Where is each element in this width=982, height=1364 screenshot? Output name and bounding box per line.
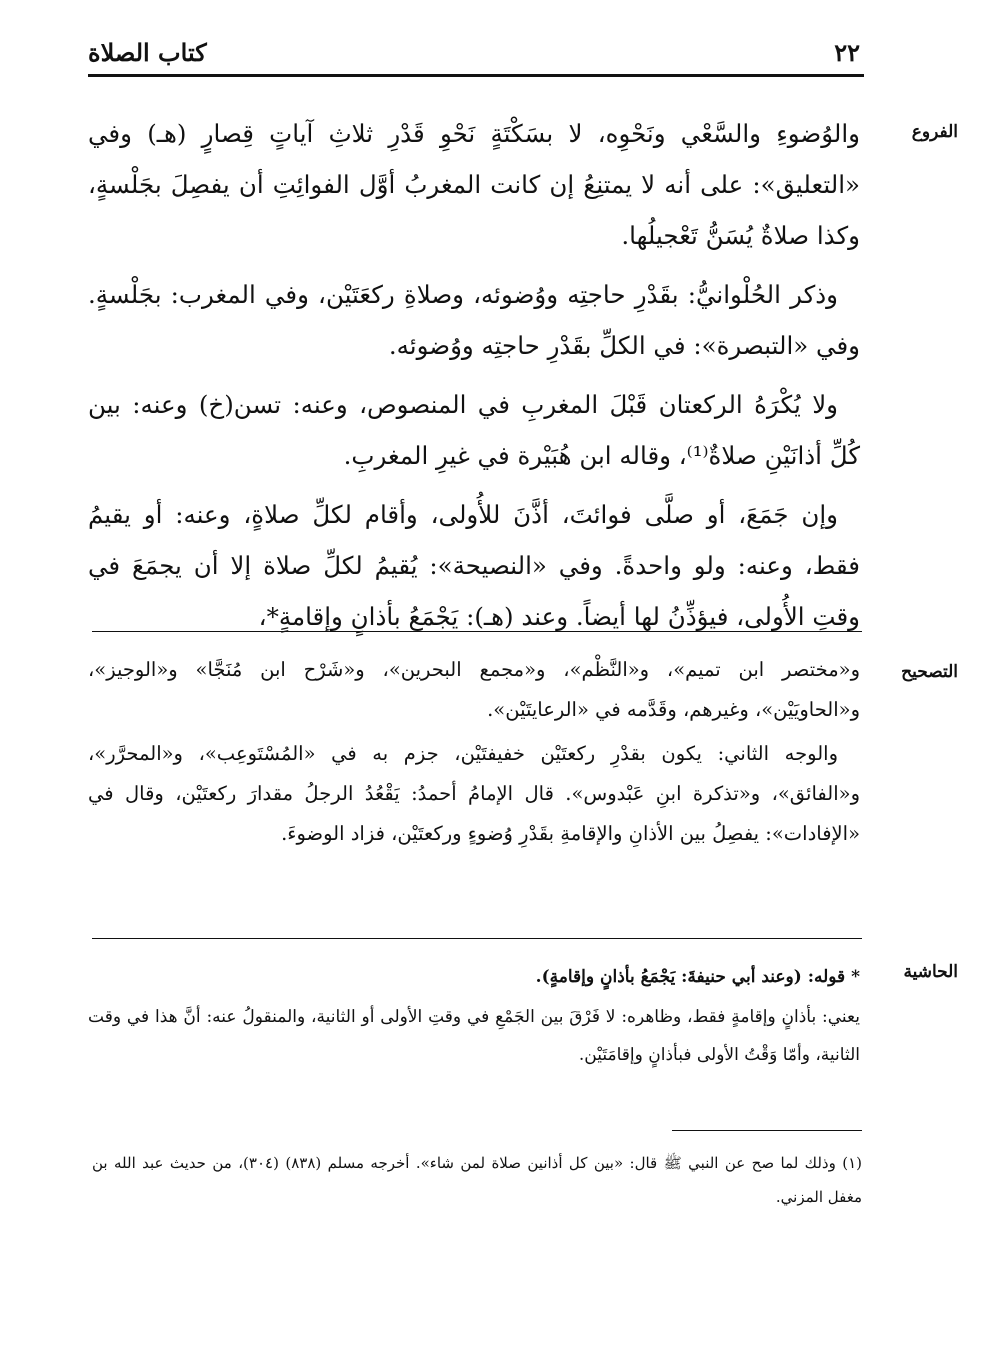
tashih-paragraph: والوجه الثاني: يكون بقدْرِ ركعتَيْن خفيفتَيْن، جزم به في «المُسْتَوعِب»، و«المحرَّر»، و«الفائق»، و«تذكرة ابنِ عَبْدوس». قال الإمامُ أحمدُ: يَقْعُدُ الرجلُ مقدارَ ركعتَيْن، وقال في «الإفادات»: يفصِلُ بين الأذانِ والإقامةِ بقَدْرِ وُضوءٍ وركعتَيْن، فزاد الوضوءَ.	[88, 742, 860, 845]
running-title: كتاب الصلاة	[88, 38, 207, 67]
hashiya-paragraph: يعني: بأذانٍ وإقامةٍ فقط، وظاهره: لا فَرْقَ بين الجَمْعِ في وقتِ الأولى أو الثانية، والمنقولُ عنه: أنَّ هذا في وقت الثانية، وأمّا وَقْتُ الأولى فبأذانٍ وإقامَتَيْن.	[88, 1007, 860, 1065]
furu-paragraph: والوُضوءِ والسَّعْي ونَحْوِه، لا بسَكْتَةٍ نَحْوِ قَدْرِ ثلاثِ آياتٍ قِصارٍ (هـ) وفي «التعليق»: على أنه لا يمتنِعُ إن كانت المغربُ أوَّل الفوائِتِ أن يفصِلَ بجَلْسةٍ، وكذا صلاةٌ يُسَنُّ تَعْجيلُها.	[88, 119, 860, 250]
furu-text	[88, 108, 860, 650]
page-number: ٢٢	[834, 38, 860, 67]
tashih-text	[88, 650, 860, 858]
hashiya-label: الحاشية	[903, 962, 958, 982]
hashiya-heading: * قوله: (وعند أبي حنيفةَ: يَجْمَعُ بأذانٍ وإقامةٍ).	[535, 967, 860, 987]
furu-paragraph: وإن جَمَعَ، أو صلَّى فوائتَ، أذَّنَ للأُولى، وأقام لكلِّ صلاةٍ، وعنه: أو يقيمُ فقط، وعنه: ولو واحدةً. وفي «النصيحة»: يُقيمُ لكلِّ صلاة إلا أن يجمَعَ في وقتِ الأُولى، فيؤذِّنُ لها أيضاً. وعند (هـ): يَجْمَعُ بأذانٍ وإقامةٍ*،	[88, 500, 860, 631]
furu-label: الفروع	[911, 122, 958, 142]
page-header	[88, 38, 860, 70]
section-divider	[92, 938, 862, 939]
footnote: (١) وذلك لما صح عن النبي ﷺ قال: «بين كل أذانين صلاة لمن شاء». أخرجه مسلم (٨٣٨) (٣٠٤)، من حديث عبد الله بن مغفل المزني.	[92, 1154, 862, 1206]
hashiya-text	[88, 958, 860, 1076]
footnote-rule	[672, 1130, 862, 1131]
furu-paragraph: ولا يُكْرَهُ الركعتان قَبْلَ المغربِ في المنصوص، وعنه: تسن(خ) وعنه: بين كُلِّ أذانَيْنِ صلاةٌ⁽¹⁾، وقاله ابن هُبَيْرة في غيرِ المغربِ.	[88, 390, 860, 470]
section-divider	[92, 631, 862, 632]
header-rule	[88, 74, 864, 77]
tashih-label: التصحيح	[901, 662, 958, 682]
tashih-paragraph: و«مختصر ابن تميم»، و«النَّظْم»، و«مجمع البحرين»، و«شَرْح ابن مُنَجَّا» و«الوجيز»، و«الحاويَيْن»، وغيرهم، وقَدَّمه في «الرعايتَيْن».	[88, 658, 860, 721]
furu-paragraph: وذكر الحُلْوانيُّ: بقَدْرِ حاجتِه ووُضوئه، وصلاةِ ركعَتَيْن، وفي المغرب: بجَلْسةٍ. وفي «التبصرة»: في الكلِّ بقَدْرِ حاجتِه ووُضوئه.	[88, 280, 860, 360]
